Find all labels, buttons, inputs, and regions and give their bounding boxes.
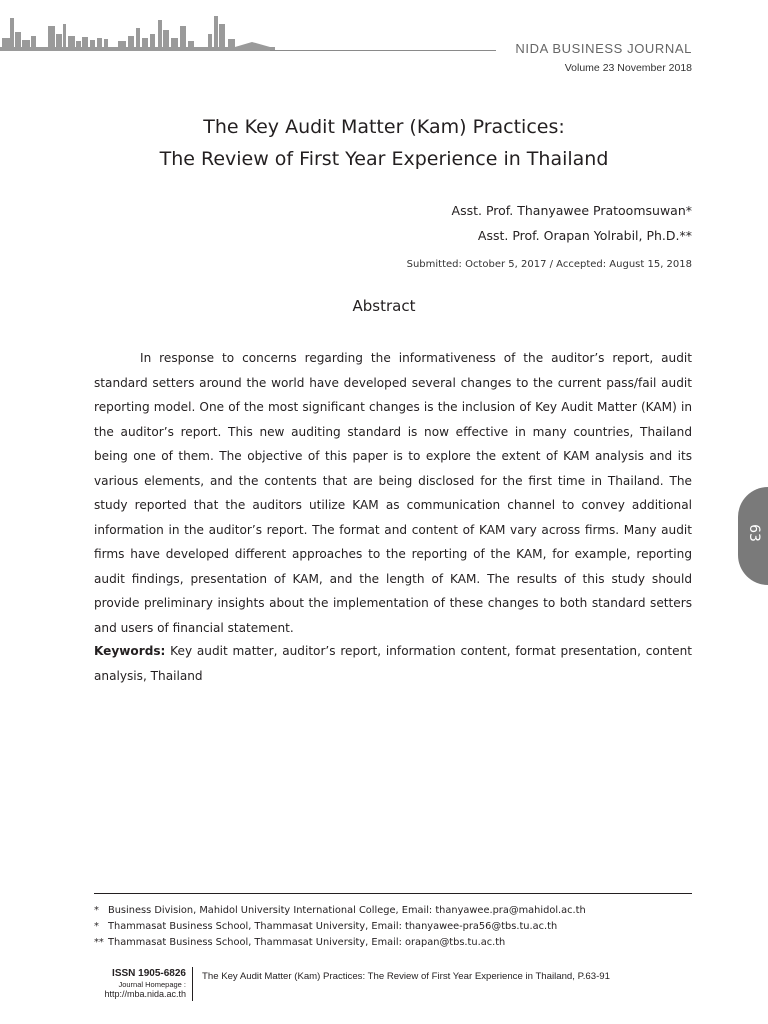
issn-block <box>94 968 186 1000</box>
keywords <box>94 639 692 688</box>
page-number: 63 <box>745 524 762 542</box>
abstract-heading: Abstract <box>352 297 416 315</box>
footnote-rule <box>94 893 692 894</box>
footer-divider <box>192 967 193 1001</box>
footnote-marker: * <box>94 921 99 932</box>
footnote-marker: ** <box>94 937 104 948</box>
submission-dates: Submitted: October 5, 2017 / Accepted: August 15, 2018 <box>406 259 692 270</box>
paper-title-line-2: The Review of First Year Experience in Thailand <box>159 148 609 170</box>
footnote-3 <box>94 937 505 948</box>
author-1: Asst. Prof. Thanyawee Pratoomsuwan* <box>451 203 692 218</box>
footnote-1 <box>94 905 586 916</box>
footnote-2 <box>94 921 557 932</box>
issn: ISSN 1905-6826 <box>112 968 186 979</box>
footnote-text: Thammasat Business School, Thammasat University, Email: thanyawee-pra56@tbs.tu.ac.th <box>108 921 558 932</box>
city-skyline-icon <box>0 14 275 54</box>
author-2: Asst. Prof. Orapan Yolrabil, Ph.D.** <box>477 228 692 243</box>
footnote-marker: * <box>94 905 99 916</box>
journal-volume: Volume 23 November 2018 <box>564 62 692 74</box>
footnote-text: Thammasat Business School, Thammasat University, Email: orapan@tbs.tu.ac.th <box>108 937 506 948</box>
abstract-body: In response to concerns regarding the informativeness of the auditor’s report, audit standard setters around the world have developed several changes to the current pass/fail audit reporting model. One of the most significant changes is the inclusion of Key Audit Matter (KAM) in the auditor’s report. This new auditing standard is now effective in many countries, Thailand being one of them. The objective of this paper is to explore the extent of KAM analysis and its various elements, and the contents that are being disclosed for the first time in Thailand. The study reported that the auditors utilize KAM as communication channel to convey additional information in the auditor’s report. The format and content of KAM vary across firms. Many audit firms have developed different approaches to the reporting of the KAM, for example, reporting audit findings, presentation of KAM, and the length of KAM. The results of this study should provide preliminary insights about the implementation of these changes to both standard setters and users of financial statement. <box>94 351 692 635</box>
keywords-label: Keywords: <box>94 644 166 658</box>
running-citation: The Key Audit Matter (Kam) Practices: The Review of First Year Experience in Thailand, P.63-91 <box>202 971 610 982</box>
journal-name: NIDA BUSINESS JOURNAL <box>515 41 692 56</box>
footnote-text: Business Division, Mahidol University International College, Email: thanyawee.pra@mahidol.ac.th <box>108 905 586 916</box>
homepage-label: Journal Homepage : <box>118 980 186 989</box>
homepage-link[interactable]: http://mba.nida.ac.th <box>104 989 186 999</box>
page-number-tab <box>738 487 768 585</box>
header-rule <box>270 50 496 51</box>
paper-title-line-1: The Key Audit Matter (Kam) Practices: <box>203 116 565 138</box>
keywords-text: Key audit matter, auditor’s report, information content, format presentation, content analysis, Thailand <box>94 644 692 683</box>
